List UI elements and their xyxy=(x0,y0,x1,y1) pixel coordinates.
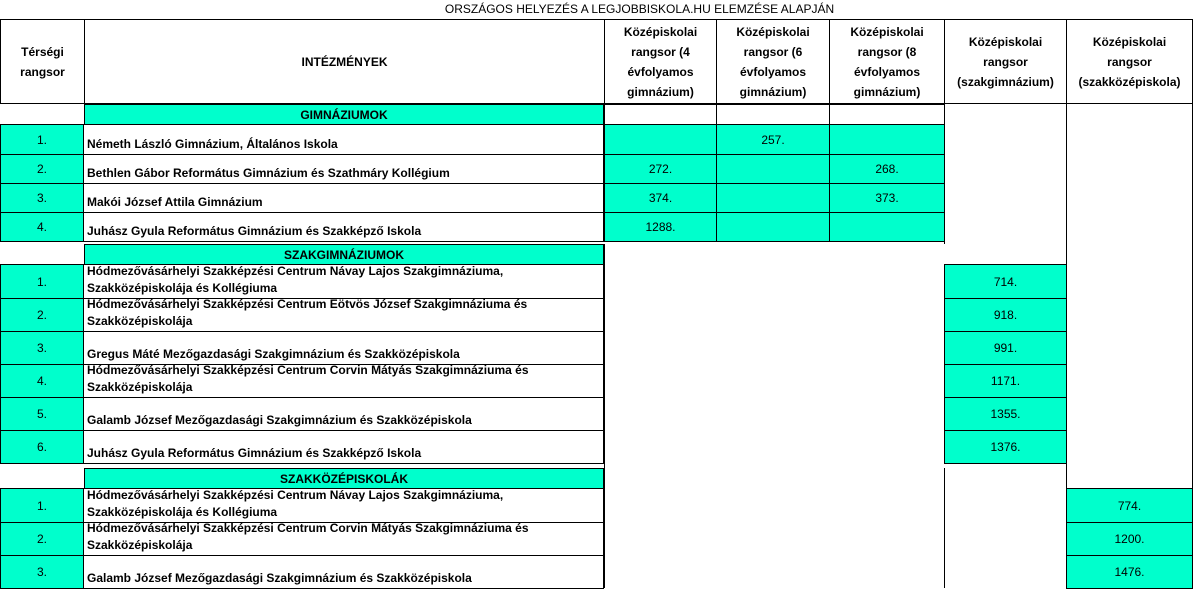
grid-line xyxy=(1066,104,1067,588)
header-szakgim: Középiskolai rangsor (szakgimnázium) xyxy=(944,19,1067,104)
institution-name-line: Hódmezővásárhelyi Szakképzési Centrum Eötvös József Szakgimnáziuma és xyxy=(87,297,528,311)
grid-line xyxy=(944,468,945,588)
rank-value-v4 xyxy=(604,124,717,155)
rank-value-v6 xyxy=(716,183,830,213)
institution-name xyxy=(84,555,604,589)
institution-name-line: Hódmezővásárhelyi Szakképzési Centrum Corvin Mátyás Szakgimnáziuma és xyxy=(87,363,529,377)
institution-name xyxy=(84,124,604,155)
rank-value-v6: 257. xyxy=(716,124,830,155)
institution-name-line: Szakközépiskolája xyxy=(87,314,193,328)
institution-name-line: Szakközépiskolája xyxy=(87,538,193,552)
rank-value: 714. xyxy=(944,264,1067,299)
institution-name-line: Hódmezővásárhelyi Szakképzési Centrum Corvin Mátyás Szakgimnáziuma és xyxy=(87,521,529,535)
rank-value: 918. xyxy=(944,298,1067,332)
grid-line xyxy=(604,244,605,588)
rank-value-v8: 373. xyxy=(829,183,945,213)
rank-cell: 3. xyxy=(0,183,84,213)
institution-name xyxy=(84,212,604,242)
institution-name-line: Bethlen Gábor Református Gimnázium és Szathmáry Kollégium xyxy=(87,166,450,180)
rank-cell: 1. xyxy=(0,264,84,299)
institution-name-line: Juhász Gyula Református Gimnázium és Szakképző Iskola xyxy=(87,446,422,460)
rank-cell: 1. xyxy=(0,488,84,523)
rank-cell: 2. xyxy=(0,298,84,332)
rank-value-v8 xyxy=(829,124,945,155)
rank-cell: 1. xyxy=(0,124,84,155)
header-institution: INTÉZMÉNYEK xyxy=(84,19,605,104)
header-col4: Középiskolai rangsor (4 évfolyamos gimnázium) xyxy=(604,19,717,104)
institution-name-line: Galamb József Mezőgazdasági Szakgimnázium és Szakközépiskola xyxy=(87,413,472,427)
rank-value-v4: 1288. xyxy=(604,212,717,242)
institution-name-line: Szakközépiskolája xyxy=(87,380,193,394)
rank-value: 1476. xyxy=(1066,555,1193,589)
header-rank: Térségi rangsor xyxy=(0,19,85,104)
institution-name xyxy=(84,298,604,332)
rank-cell: 5. xyxy=(0,397,84,431)
rank-cell: 3. xyxy=(0,331,84,365)
institution-name xyxy=(84,522,604,556)
institution-name xyxy=(84,331,604,365)
header-col8: Középiskolai rangsor (8 évfolyamos gimnázium) xyxy=(829,19,945,104)
rank-value: 774. xyxy=(1066,488,1193,523)
rank-value-v8 xyxy=(829,212,945,242)
institution-name xyxy=(84,264,604,299)
institution-name-line: Gregus Máté Mezőgazdasági Szakgimnázium és Szakközépiskola xyxy=(87,347,460,361)
institution-name xyxy=(84,488,604,523)
institution-name xyxy=(84,183,604,213)
institution-name xyxy=(84,364,604,398)
rank-value-v8: 268. xyxy=(829,154,945,184)
institution-name xyxy=(84,397,604,431)
institution-name-line: Németh László Gimnázium, Általános Iskola xyxy=(87,137,338,151)
rank-value: 1355. xyxy=(944,397,1067,431)
section-header-3: SZAKKÖZÉPISKOLÁK xyxy=(84,468,604,489)
rank-value: 1171. xyxy=(944,364,1067,398)
institution-name-line: Juhász Gyula Református Gimnázium és Szakképző Iskola xyxy=(87,224,422,238)
header-col6: Középiskolai rangsor (6 évfolyamos gimnázium) xyxy=(716,19,830,104)
institution-name-line: Szakközépiskolája és Kollégiuma xyxy=(87,281,278,295)
institution-name-line: Galamb József Mezőgazdasági Szakgimnázium és Szakközépiskola xyxy=(87,571,472,585)
rank-value-v4: 374. xyxy=(604,183,717,213)
institution-name xyxy=(84,154,604,184)
blank-cell xyxy=(829,104,945,125)
section-header-1: GIMNÁZIUMOK xyxy=(84,104,604,125)
rank-cell: 3. xyxy=(0,555,84,589)
rank-value-v4: 272. xyxy=(604,154,717,184)
institution-name xyxy=(84,430,604,464)
page-title: ORSZÁGOS HELYEZÉS A LEGJOBBISKOLA.HU ELEMZÉSE ALAPJÁN xyxy=(444,2,835,16)
institution-name-line: Makói József Attila Gimnázium xyxy=(87,195,263,209)
header-szakkozep: Középiskolai rangsor (szakközépiskola) xyxy=(1066,19,1193,104)
institution-name-line: Hódmezővásárhelyi Szakképzési Centrum Návay Lajos Szakgimnáziuma, xyxy=(87,264,504,278)
rank-value-v6 xyxy=(716,212,830,242)
institution-name-line: Hódmezővásárhelyi Szakképzési Centrum Návay Lajos Szakgimnáziuma, xyxy=(87,488,504,502)
institution-name-line: Szakközépiskolája és Kollégiuma xyxy=(87,505,278,519)
rank-cell: 2. xyxy=(0,154,84,184)
rank-value-v6 xyxy=(716,154,830,184)
rank-cell: 6. xyxy=(0,430,84,464)
rank-cell: 4. xyxy=(0,212,84,242)
rank-cell: 4. xyxy=(0,364,84,398)
rank-value: 1376. xyxy=(944,430,1067,464)
rank-value: 991. xyxy=(944,331,1067,365)
grid-line xyxy=(944,104,945,244)
rank-cell: 2. xyxy=(0,522,84,556)
section-header-2: SZAKGIMNÁZIUMOK xyxy=(84,244,604,265)
blank-cell xyxy=(604,104,717,125)
rank-value: 1200. xyxy=(1066,522,1193,556)
blank-cell xyxy=(716,104,830,125)
